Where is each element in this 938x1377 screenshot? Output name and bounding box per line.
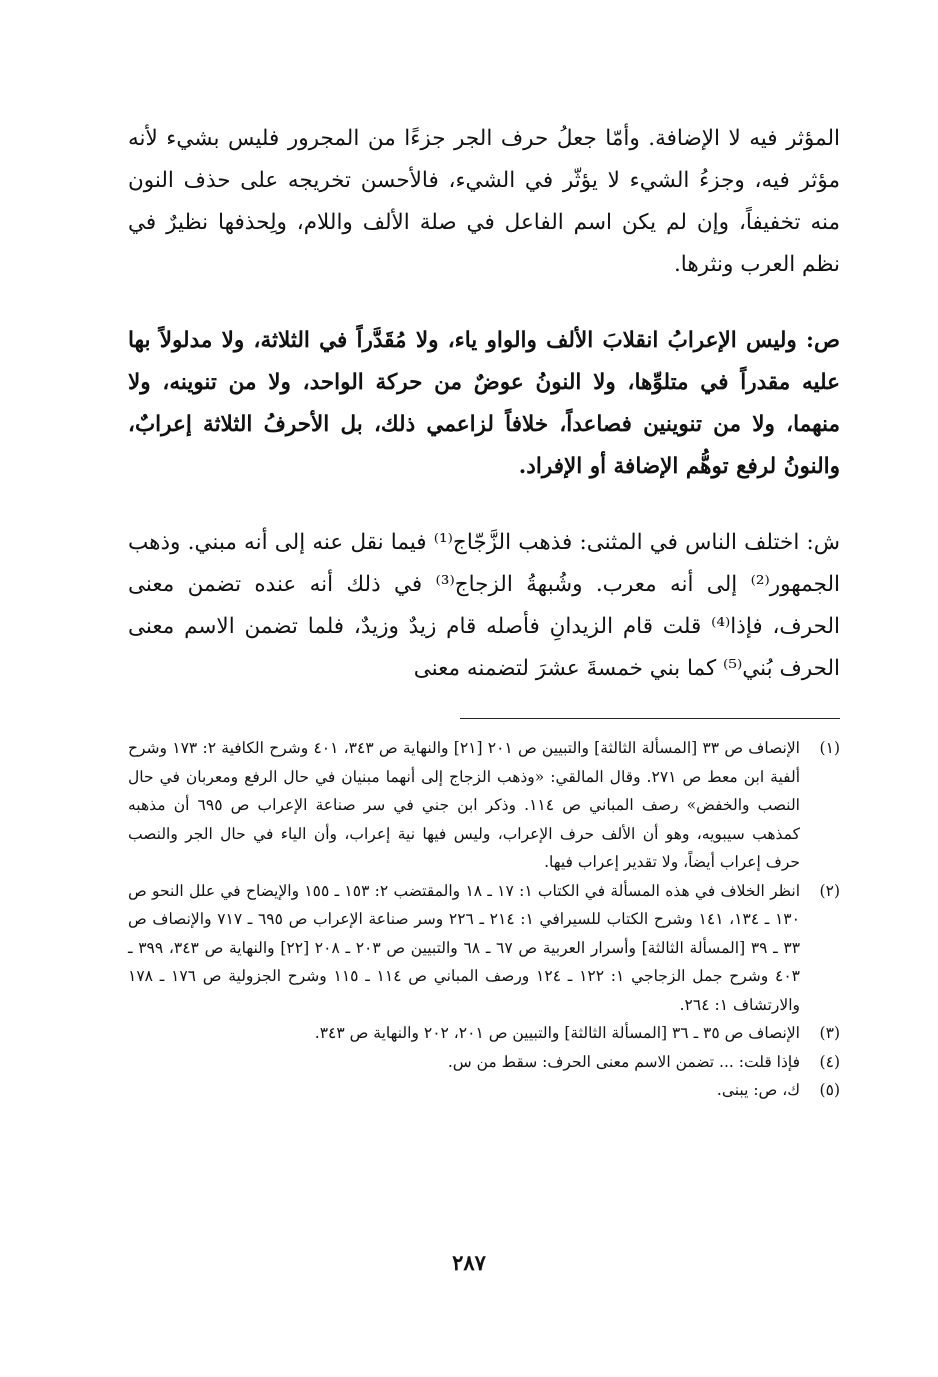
paragraph-gap [128, 286, 840, 320]
paragraph-gap [128, 488, 840, 522]
paragraph-3-sharh: ش: اختلف الناس في المثنى: فذهب الزَّجّاج⁽¹⁾ فيما نقل عنه إلى أنه مبني. وذهب الجمهور⁽²⁾ إلى أنه معرب. وشُبهةُ الزجاج⁽³⁾ في ذلك أنه عنده تضمن معنى الحرف، فإذا⁽⁴⁾ قلت قام الزيدانِ فأصله قام زيدٌ وزيدٌ، فلما تضمن الاسم معنى الحرف بُني⁽⁵⁾ كما بني خمسةَ عشرَ لتضمنه معنى [128, 530, 840, 681]
footnote-text: ك، ص: يبنى. [716, 1081, 800, 1099]
footnote-number: (٣) [819, 1024, 840, 1042]
footnote-4 [128, 1048, 840, 1077]
footnote-number: (٥) [819, 1081, 840, 1099]
footnote-text: فإذا قلت: ... تضمن الاسم معنى الحرف: سقط من س. [447, 1052, 800, 1071]
footnote-number: (٢) [819, 881, 840, 900]
footnote-1 [128, 734, 840, 877]
paragraph-1: المؤثر فيه لا الإضافة. وأمّا جعلُ حرف الجر جزءًا من المجرور فليس بشيء لأنه مؤثر فيه، وجزءُ الشيء لا يؤثّر في الشيء، فالأحسن تخريجه على حذف النون منه تخفيفاً، وإن لم يكن اسم الفاعل في صلة الألف واللام، ولِحذفها نظيرٌ في نظم العرب ونثرها. [128, 126, 840, 277]
footnote-number: (٤) [819, 1052, 840, 1071]
page-number: ٢٨٧ [452, 1250, 486, 1275]
footnote-number: (١) [819, 739, 840, 757]
footnote-text: انظر الخلاف في هذه المسألة في الكتاب ١: ١٧ ـ ١٨ والمقتضب ٢: ١٥٣ ـ ١٥٥ والإيضاح في علل النحو ص ١٣٠ ـ ١٣٤، ١٤١ وشرح الكتاب للسيرافي ١: ٢١٤ ـ ٢٢٦ وسر صناعة الإعراب ص ٦٩٥ ـ ٧١٧ والإنصاف ص ٣٣ ـ ٣٩ [المسألة الثالثة] وأسرار العربية ص ٦٧ ـ ٦٨ والتبيين ص ٢٠٣ ـ ٢٠٨ [٢٢] والنهاية ص ٣٤٣، ٣٩٩ ـ ٤٠٣ وشرح جمل الزجاجي ١: ١٢٢ ـ ١٢٤ ورصف المباني ص ١١٤ ـ ١١٥ وشرح الجزولية ص ١٧٦ ـ ١٧٨ والارتشاف ١: ٢٦٤. [128, 881, 801, 1014]
footnote-2 [128, 877, 840, 1020]
footnotes [128, 734, 840, 1105]
footnote-5 [128, 1076, 840, 1105]
footnote-text: الإنصاف ص ٣٥ ـ ٣٦ [المسألة الثالثة] والتبيين ص ٢٠١، ٢٠٢ والنهاية ص ٣٤٣. [314, 1024, 800, 1042]
paragraph-2-matn: ص: وليس الإعرابُ انقلابَ الألف والواو ياء، ولا مُقَدَّراً في الثلاثة، ولا مدلولاً بها عليه مقدراً في متلوِّها، ولا النونُ عوضٌ من حركة الواحد، ولا من تنوينه، ولا منهما، ولا من تنوينين فصاعداً، خلافاً لزاعمي ذلك، بل الأحرفُ الثلاثة إعرابٌ، والنونُ لرفع توهُّم الإضافة أو الإفراد. [128, 328, 840, 479]
footnote-separator [460, 718, 840, 719]
footnote-text: الإنصاف ص ٣٣ [المسألة الثالثة] والتبيين ص ٢٠١ [٢١] والنهاية ص ٣٤٣، ٤٠١ وشرح الكافية ٢: ١٧٣ وشرح ألفية ابن معط ص ٢٧١. وقال المالقي: «وذهب الزجاج إلى أنهما مبنيان في حال الرفع ومعربان في حال النصب والخفض» رصف المباني ص ١١٤. وذكر ابن جني في سر صناعة الإعراب ص ٦٩٥ أن مذهبه كمذهب سيبويه، وهو أن الألف حرف الإعراب، وليس فيها نية إعراب، وأن الياء في حال الجر والنصب حرف إعراب أيضاً، ولا تقدير إعراب فيها. [128, 739, 800, 871]
main-text [128, 118, 840, 690]
footnote-3 [128, 1019, 840, 1048]
